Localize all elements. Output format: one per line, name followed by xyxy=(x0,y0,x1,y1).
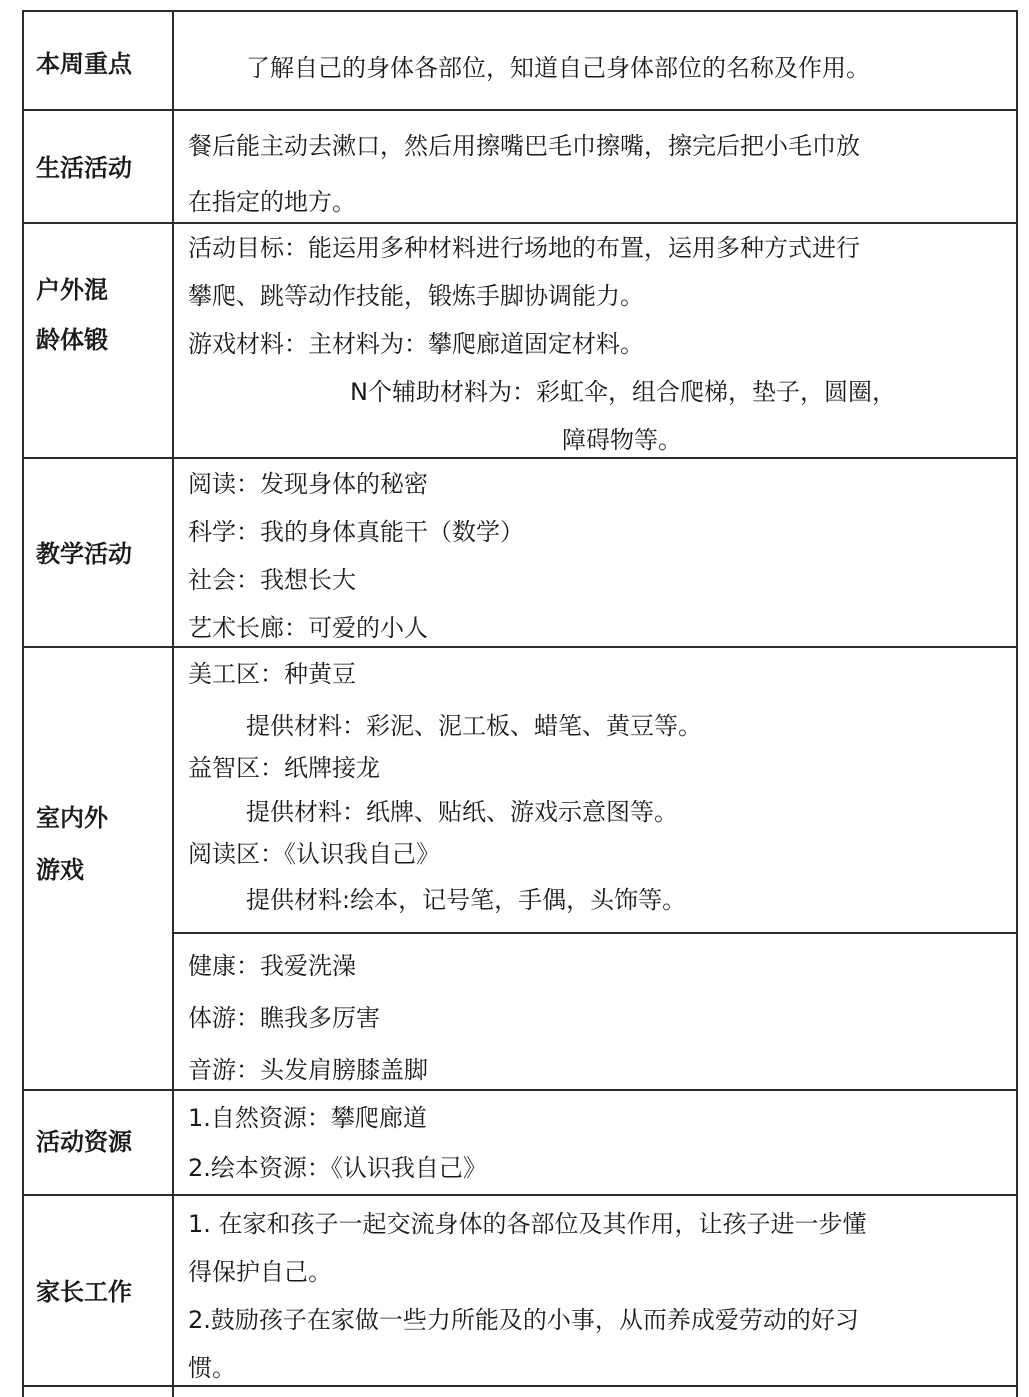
resource-item: 1.自然资源：攀爬廊道 xyxy=(188,1104,427,1132)
teaching-label: 教学活动 xyxy=(36,540,132,568)
row-divider xyxy=(22,1385,1018,1387)
outdoor-line1: 活动目标：能运用多种材料进行场地的布置，运用多种方式进行 xyxy=(188,234,860,262)
row-divider xyxy=(22,646,1018,648)
parents-line4: 惯。 xyxy=(188,1354,236,1382)
row-divider xyxy=(22,222,1018,224)
row-divider xyxy=(22,1089,1018,1091)
focus-text: 了解自己的身体各部位，知道自己身体部位的名称及作用。 xyxy=(246,54,870,82)
teaching-item: 科学：我的身体真能干（数学） xyxy=(188,518,524,546)
parents-line2: 得保护自己。 xyxy=(188,1258,332,1286)
teaching-item: 艺术长廊：可爱的小人 xyxy=(188,614,428,642)
outdoor-line3: 游戏材料：主材料为：攀爬廊道固定材料。 xyxy=(188,330,644,358)
resources-label: 活动资源 xyxy=(36,1128,132,1156)
outdoor-label-line1: 户外混 xyxy=(36,276,108,304)
indoor-area: 益智区：纸牌接龙 xyxy=(188,754,380,782)
resource-item: 2.绘本资源：《认识我自己》 xyxy=(188,1154,487,1182)
table-column-divider xyxy=(172,10,174,1397)
indoor-area: 美工区：种黄豆 xyxy=(188,660,356,688)
outdoor-line4: N个辅助材料为：彩虹伞，组合爬梯，垫子，圆圈， xyxy=(350,378,896,406)
row-divider xyxy=(22,109,1018,111)
row-divider xyxy=(22,1194,1018,1196)
indoor-materials: 提供材料:绘本，记号笔，手偶，头饰等。 xyxy=(246,886,687,914)
table-border-left xyxy=(22,10,24,1397)
table-border-right xyxy=(1016,10,1018,1397)
outdoor-game: 健康：我爱洗澡 xyxy=(188,952,356,980)
teaching-item: 社会：我想长大 xyxy=(188,566,356,594)
games-inner-divider xyxy=(172,932,1018,934)
outdoor-line5: 障碍物等。 xyxy=(562,426,682,454)
indoor-materials: 提供材料：纸牌、贴纸、游戏示意图等。 xyxy=(246,798,678,826)
focus-label: 本周重点 xyxy=(36,50,132,78)
outdoor-line2: 攀爬、跳等动作技能，锻炼手脚协调能力。 xyxy=(188,282,644,310)
games-label-line2: 游戏 xyxy=(36,856,84,884)
life-line2: 在指定的地方。 xyxy=(188,188,356,216)
parents-line1: 1. 在家和孩子一起交流身体的各部位及其作用，让孩子进一步懂 xyxy=(188,1210,867,1238)
parents-line3: 2.鼓励孩子在家做一些力所能及的小事，从而养成爱劳动的好习 xyxy=(188,1306,859,1334)
outdoor-label-line2: 龄体锻 xyxy=(36,326,108,354)
parents-label: 家长工作 xyxy=(36,1278,132,1306)
indoor-area: 阅读区：《认识我自己》 xyxy=(188,840,440,868)
teaching-item: 阅读：发现身体的秘密 xyxy=(188,470,428,498)
indoor-materials: 提供材料：彩泥、泥工板、蜡笔、黄豆等。 xyxy=(246,712,702,740)
outdoor-game: 音游：头发肩膀膝盖脚 xyxy=(188,1056,428,1084)
row-divider xyxy=(22,457,1018,459)
life-line1: 餐后能主动去漱口，然后用擦嘴巴毛巾擦嘴，擦完后把小毛巾放 xyxy=(188,132,860,160)
outdoor-game: 体游：瞧我多厉害 xyxy=(188,1004,380,1032)
games-label-line1: 室内外 xyxy=(36,804,108,832)
life-label: 生活活动 xyxy=(36,154,132,182)
